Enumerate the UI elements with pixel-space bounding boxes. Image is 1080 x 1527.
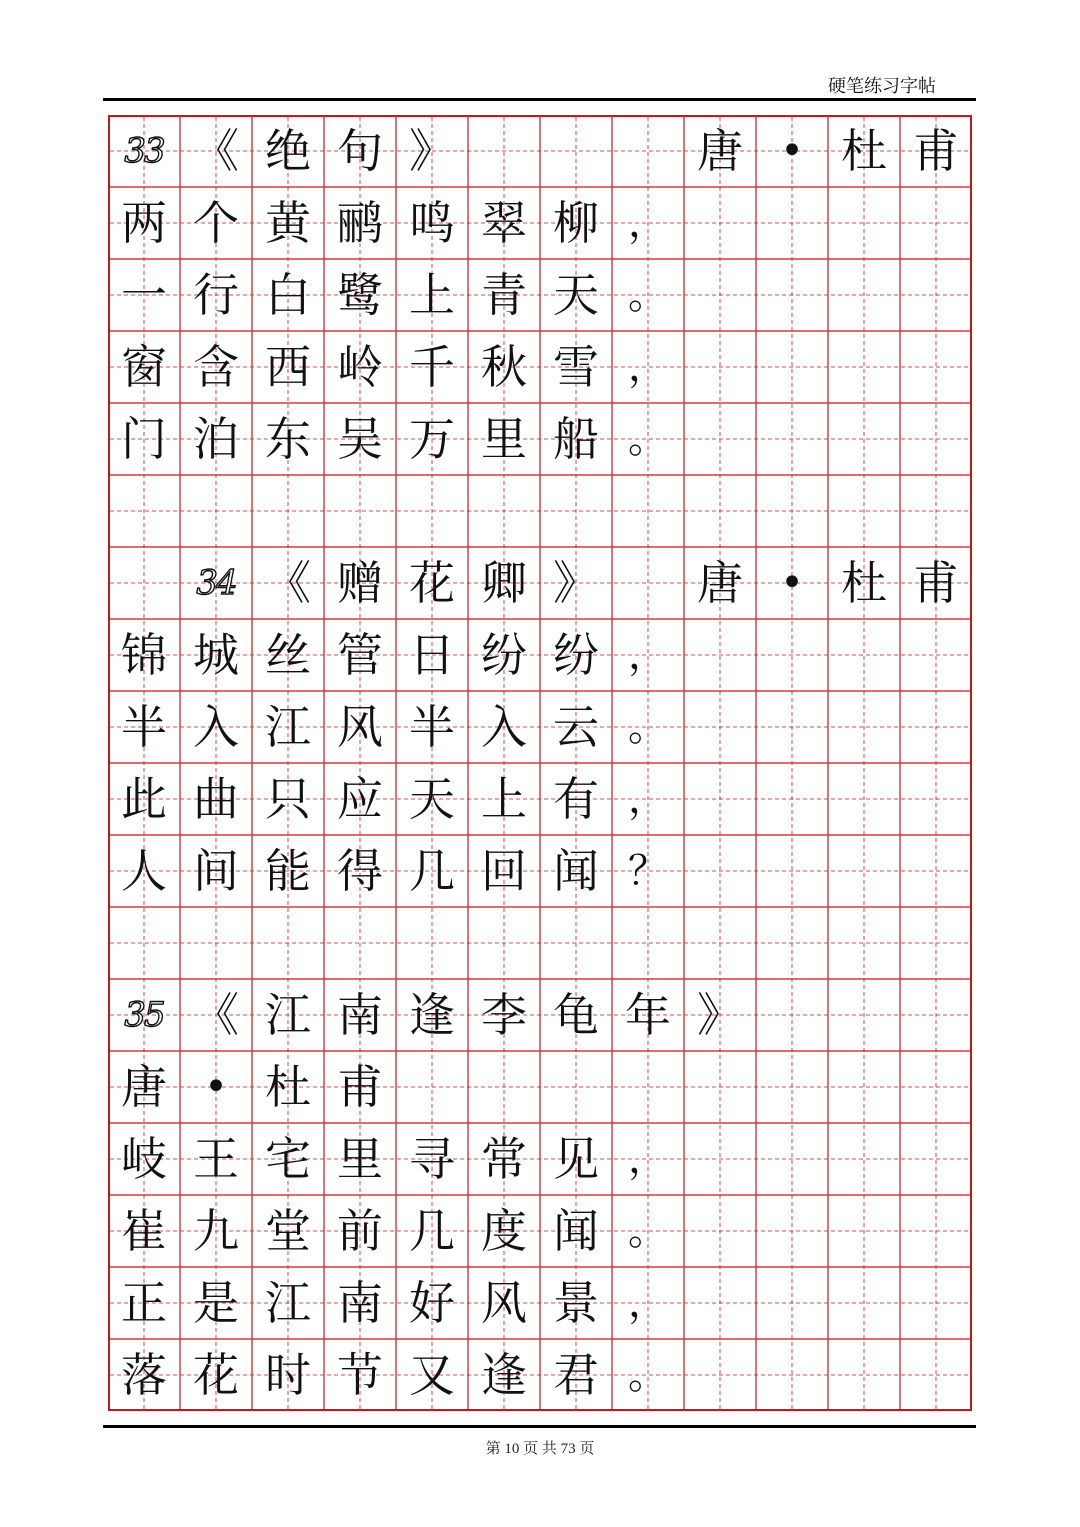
grid-character: 个 (193, 196, 239, 250)
grid-character: 西 (265, 340, 311, 394)
separator-dot: • (780, 128, 804, 174)
grid-character: 句 (337, 124, 383, 178)
grid-character: 。 (628, 1208, 668, 1254)
grid-character: 城 (193, 628, 239, 682)
grid-character: 白 (265, 268, 311, 322)
grid-character: 闻 (553, 844, 599, 898)
footer-middle: 页 共 (523, 1441, 557, 1457)
grid-character: 杜 (265, 1060, 311, 1114)
grid-character: 风 (337, 700, 383, 754)
grid-character: 吴 (337, 412, 383, 466)
grid-character: 》 (697, 988, 743, 1042)
grid-character: 景 (553, 1276, 599, 1330)
grid-character: 》 (553, 556, 599, 610)
grid-character: 纷 (481, 628, 527, 682)
grid-character: 度 (481, 1204, 527, 1258)
grid-character: 。 (628, 272, 668, 318)
grid-character: 行 (193, 268, 239, 322)
grid-character: 里 (481, 412, 527, 466)
grid-character: 云 (553, 700, 599, 754)
grid-character: 甫 (913, 556, 959, 610)
grid-character: 鹭 (337, 268, 383, 322)
grid-character: 半 (121, 700, 167, 754)
poem-number: 33 (124, 131, 164, 171)
grid-character: 杜 (841, 556, 887, 610)
grid-character: 绝 (265, 124, 311, 178)
footer-prefix: 第 (485, 1441, 501, 1457)
grid-character: 宅 (265, 1132, 311, 1186)
grid-character: 。 (628, 416, 668, 462)
grid-character: 堂 (265, 1204, 311, 1258)
grid-character: ， (628, 200, 668, 246)
grid-character: 雪 (553, 340, 599, 394)
grid-character: 君 (553, 1348, 599, 1402)
footer-rule (103, 1425, 976, 1428)
grid-character: 秋 (481, 340, 527, 394)
grid-character: 里 (337, 1132, 383, 1186)
grid-character: 崔 (121, 1204, 167, 1258)
grid-character: 鸣 (409, 196, 455, 250)
grid-character: 半 (409, 700, 455, 754)
grid-character: 一 (121, 268, 167, 322)
grid-character: 闻 (553, 1204, 599, 1258)
separator-dot: • (204, 1064, 228, 1110)
grid-character: 回 (481, 844, 527, 898)
grid-character: ， (628, 1136, 668, 1182)
grid-character: 。 (628, 1352, 668, 1398)
separator-dot: • (780, 560, 804, 606)
grid-character: 江 (265, 700, 311, 754)
page-header-title: 硬笔练习字帖 (828, 76, 936, 97)
grid-character: 柳 (553, 196, 599, 250)
grid-character: 唐 (697, 556, 743, 610)
grid-character: 。 (628, 704, 668, 750)
grid-character: 落 (121, 1348, 167, 1402)
grid-character: 翠 (481, 196, 527, 250)
grid-character: 甫 (337, 1060, 383, 1114)
grid-character: 唐 (697, 124, 743, 178)
grid-character: 能 (265, 844, 311, 898)
footer-total-pages: 73 (560, 1441, 576, 1457)
grid-character: 锦 (121, 628, 167, 682)
grid-character: 寻 (409, 1132, 455, 1186)
grid-character: 青 (481, 268, 527, 322)
grid-character: 《 (193, 988, 239, 1042)
grid-character: 花 (193, 1348, 239, 1402)
poem-number: 35 (124, 995, 164, 1035)
grid-character: 》 (409, 124, 455, 178)
grid-character: 东 (265, 412, 311, 466)
footer-suffix: 页 (579, 1441, 595, 1457)
grid-character: 龟 (553, 988, 599, 1042)
grid-character: 见 (553, 1132, 599, 1186)
grid-character: 杜 (841, 124, 887, 178)
grid-character: 上 (409, 268, 455, 322)
grid-character: 门 (121, 412, 167, 466)
grid-character: 正 (121, 1276, 167, 1330)
grid-character: 卿 (481, 556, 527, 610)
grid-character: 此 (121, 772, 167, 826)
grid-character: ， (628, 632, 668, 678)
grid-character: 含 (193, 340, 239, 394)
grid-character: 只 (265, 772, 311, 826)
grid-character: 逢 (409, 988, 455, 1042)
grid-character: 万 (409, 412, 455, 466)
grid-character: 又 (409, 1348, 455, 1402)
page-footer (0, 1437, 1080, 1458)
grid-character: 黄 (265, 196, 311, 250)
grid-character: 赠 (337, 556, 383, 610)
grid-character: 应 (337, 772, 383, 826)
grid-character: 得 (337, 844, 383, 898)
grid-character: 是 (193, 1276, 239, 1330)
grid-character: 风 (481, 1276, 527, 1330)
grid-character: 上 (481, 772, 527, 826)
poem-number: 34 (196, 563, 236, 603)
grid-character: 两 (121, 196, 167, 250)
grid-character: 九 (193, 1204, 239, 1258)
grid-character: 江 (265, 1276, 311, 1330)
grid-character: 李 (481, 988, 527, 1042)
grid-character: 岐 (121, 1132, 167, 1186)
grid-character: 入 (193, 700, 239, 754)
grid-character: 泊 (193, 412, 239, 466)
grid-character: 有 (553, 772, 599, 826)
grid-character: 常 (481, 1132, 527, 1186)
grid-character: 几 (409, 844, 455, 898)
header-rule (103, 98, 976, 101)
grid-character: 窗 (121, 340, 167, 394)
footer-page-number: 10 (504, 1441, 520, 1457)
grid-character: 船 (553, 412, 599, 466)
grid-character: 天 (553, 268, 599, 322)
grid-character: 入 (481, 700, 527, 754)
grid-character: 年 (625, 988, 671, 1042)
grid-character: 岭 (337, 340, 383, 394)
grid-character: 《 (265, 556, 311, 610)
grid-character: ， (628, 344, 668, 390)
grid-character: 人 (121, 844, 167, 898)
grid-character: 管 (337, 628, 383, 682)
grid-character: 江 (265, 988, 311, 1042)
grid-character: 间 (193, 844, 239, 898)
grid-character: 鹂 (337, 196, 383, 250)
grid-character: 《 (193, 124, 239, 178)
grid-character: 曲 (193, 772, 239, 826)
grid-character: ， (628, 1280, 668, 1326)
grid-character: 几 (409, 1204, 455, 1258)
grid-character: ， (628, 776, 668, 822)
grid-character: 王 (193, 1132, 239, 1186)
grid-character: 天 (409, 772, 455, 826)
grid-character: 纷 (553, 628, 599, 682)
grid-character: ？ (628, 848, 668, 894)
grid-character: 时 (265, 1348, 311, 1402)
grid-character: 前 (337, 1204, 383, 1258)
grid-character: 甫 (913, 124, 959, 178)
grid-character: 日 (409, 628, 455, 682)
grid-character: 好 (409, 1276, 455, 1330)
practice-grid (108, 115, 972, 1411)
grid-character: 唐 (121, 1060, 167, 1114)
grid-character: 丝 (265, 628, 311, 682)
grid-character: 南 (337, 1276, 383, 1330)
grid-character: 南 (337, 988, 383, 1042)
grid-character: 千 (409, 340, 455, 394)
grid-character: 节 (337, 1348, 383, 1402)
grid-character: 逢 (481, 1348, 527, 1402)
grid-character: 花 (409, 556, 455, 610)
